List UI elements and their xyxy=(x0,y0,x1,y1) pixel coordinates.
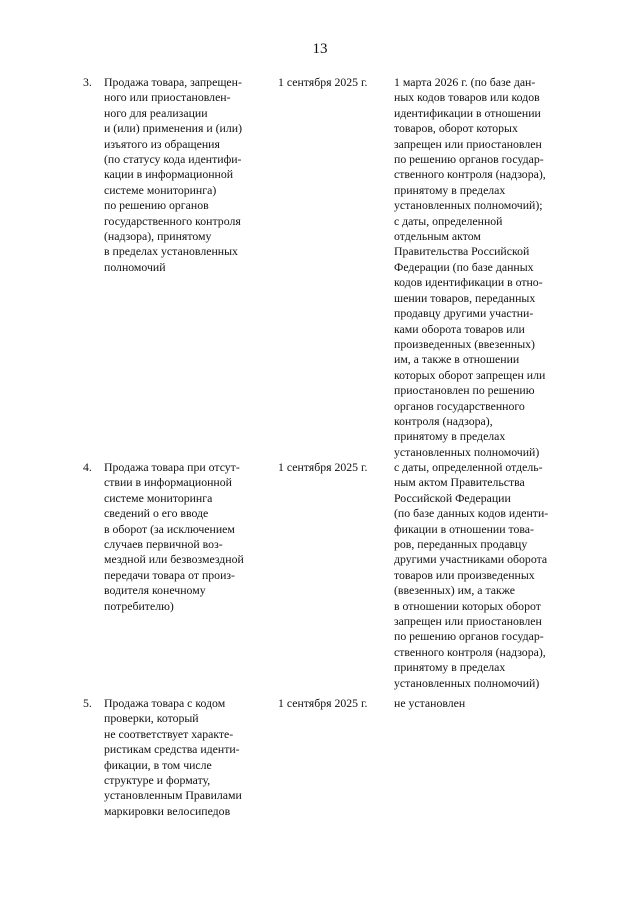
end-date-line: Правительства Российской xyxy=(394,244,530,259)
start-date: 1 сентября 2025 г. xyxy=(278,460,368,474)
end-date-line: продавцу другими участни- xyxy=(394,306,534,321)
end-date-line: ственного контроля (надзора), xyxy=(394,167,546,182)
end-date-line: Российской Федерации xyxy=(394,490,511,505)
end-date-line: шении товаров, переданных xyxy=(394,290,536,305)
end-date-line: ками оборота товаров или xyxy=(394,321,525,336)
description-line: проверки, который xyxy=(104,711,199,726)
description-line: сведений о его вводе xyxy=(104,506,209,521)
description-line: Продажа товара, запрещен- xyxy=(104,75,242,89)
end-date-line: фикации в отношении това- xyxy=(394,521,534,536)
end-date-line: которых оборот запрещен или xyxy=(394,367,546,382)
end-date-line: по решению органов государ- xyxy=(394,152,544,167)
row-number: 4. xyxy=(83,460,92,474)
description-line: (по статусу кода идентифи- xyxy=(104,152,242,167)
description-line: ного или приостановлен- xyxy=(104,90,231,105)
end-date-line: запрещен или приостановлен xyxy=(394,614,542,629)
end-date xyxy=(394,460,572,691)
row-number: 5. xyxy=(83,696,92,710)
end-date-line: установленных полномочий) xyxy=(394,444,540,459)
row-description xyxy=(104,75,264,275)
end-date-line: с даты, определенной xyxy=(394,213,503,228)
row-description xyxy=(104,696,264,819)
description-line: в пределах установленных xyxy=(104,244,238,259)
description-line: маркировки велосипедов xyxy=(104,803,231,818)
end-date-line: установленных полномочий); xyxy=(394,198,543,213)
end-date-line: (ввезенных) им, а также xyxy=(394,583,515,598)
end-date-line: по решению органов государ- xyxy=(394,629,544,644)
description-line: потребителю) xyxy=(104,598,174,613)
description-line: Продажа товара с кодом xyxy=(104,696,226,710)
end-date xyxy=(394,696,572,711)
description-line: ристикам средства иденти- xyxy=(104,742,240,757)
end-date-line: органов государственного xyxy=(394,398,525,413)
description-line: не соответствует характе- xyxy=(104,726,234,741)
description-line: кации в информационной xyxy=(104,167,234,182)
end-date-line: произведенных (ввезенных) xyxy=(394,336,535,351)
end-date-line: ных кодов товаров или кодов xyxy=(394,90,540,105)
end-date-line: идентификации в отношении xyxy=(394,105,541,120)
description-line: по решению органов xyxy=(104,198,209,213)
description-line: государственного контроля xyxy=(104,213,241,228)
end-date-line: отдельным актом xyxy=(394,229,481,244)
end-date-line: Федерации (по базе данных xyxy=(394,259,534,274)
end-date-line: принятому в пределах xyxy=(394,660,506,675)
description-line: в оборот (за исключением xyxy=(104,521,235,536)
end-date-line: принятому в пределах xyxy=(394,429,506,444)
start-date: 1 сентября 2025 г. xyxy=(278,75,368,89)
end-date-line: принятому в пределах xyxy=(394,182,506,197)
end-date-line: товаров, оборот которых xyxy=(394,121,518,136)
row-number: 3. xyxy=(83,75,92,89)
description-line: (надзора), принятому xyxy=(104,229,212,244)
end-date-line: кодов идентификации в отно- xyxy=(394,275,543,290)
start-date: 1 сентября 2025 г. xyxy=(278,696,368,710)
description-line: фикации, в том числе xyxy=(104,757,212,772)
description-line: полномочий xyxy=(104,259,166,274)
description-line: Продажа товара при отсут- xyxy=(104,460,240,474)
description-line: структуре и формату, xyxy=(104,773,211,788)
end-date-line: ственного контроля (надзора), xyxy=(394,644,546,659)
end-date-line: запрещен или приостановлен xyxy=(394,136,542,151)
description-line: передачи товара от произ- xyxy=(104,567,235,582)
end-date xyxy=(394,75,572,460)
description-line: ствии в информационной xyxy=(104,475,232,490)
description-line: случаев первичной воз- xyxy=(104,537,223,552)
end-date-line: другими участниками оборота xyxy=(394,552,548,567)
description-line: и (или) применения и (или) xyxy=(104,121,242,136)
page-number: 13 xyxy=(312,41,328,57)
end-date-line: товаров или произведенных xyxy=(394,567,535,582)
description-line: ного для реализации xyxy=(104,105,208,120)
description-line: мездной или безвозмездной xyxy=(104,552,244,567)
end-date-line: не установлен xyxy=(394,696,466,710)
description-line: системе мониторинга xyxy=(104,490,213,505)
description-line: системе мониторинга) xyxy=(104,182,217,197)
end-date-line: в отношении которых оборот xyxy=(394,598,541,613)
end-date-line: 1 марта 2026 г. (по базе дан- xyxy=(394,75,536,89)
end-date-line: ров, переданных продавцу xyxy=(394,537,528,552)
end-date-line: ным актом Правительства xyxy=(394,475,525,490)
description-line: установленным Правилами xyxy=(104,788,242,803)
end-date-line: (по базе данных кодов иденти- xyxy=(394,506,549,521)
description-line: водителя конечному xyxy=(104,583,206,598)
end-date-line: им, а также в отношении xyxy=(394,352,520,367)
end-date-line: контроля (надзора), xyxy=(394,413,493,428)
end-date-line: с даты, определенной отдель- xyxy=(394,460,543,474)
end-date-line: приостановлен по решению xyxy=(394,383,535,398)
row-description xyxy=(104,460,264,614)
description-line: изъятого из обращения xyxy=(104,136,220,151)
end-date-line: установленных полномочий) xyxy=(394,675,540,690)
